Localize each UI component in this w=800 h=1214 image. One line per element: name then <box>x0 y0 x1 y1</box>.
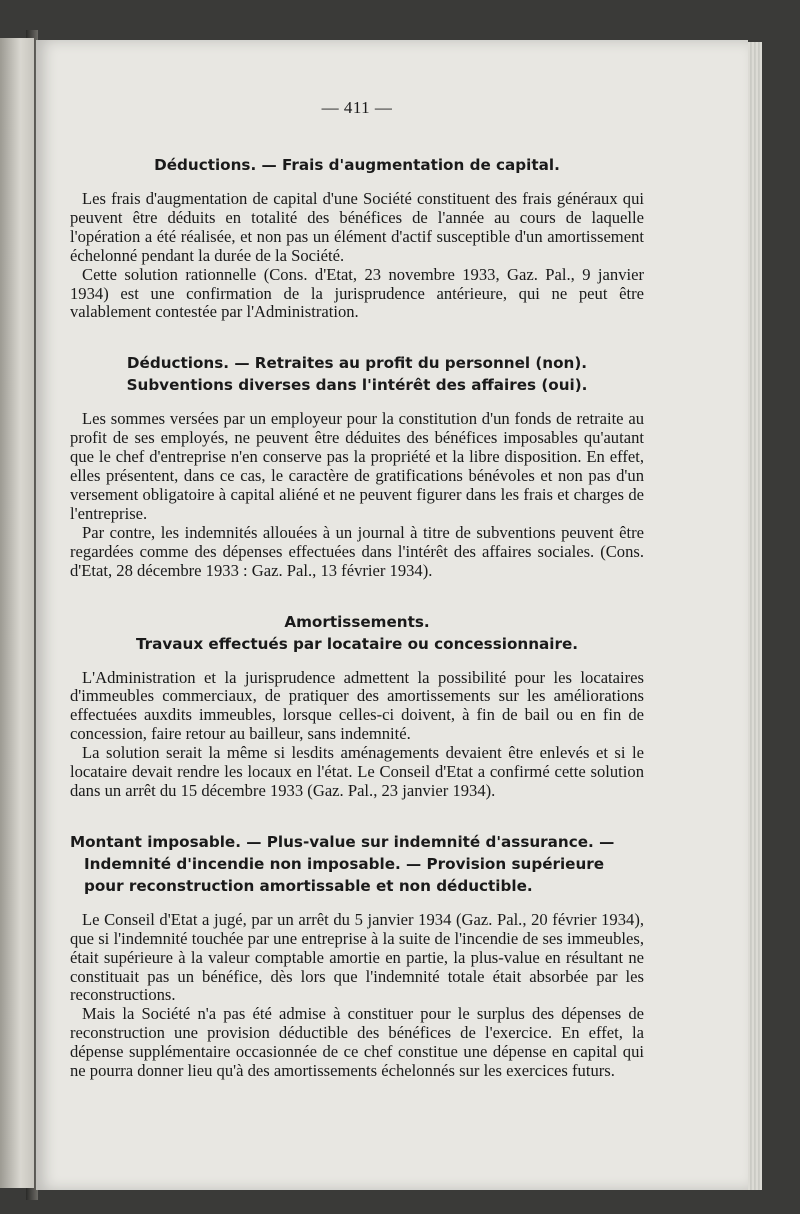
heading-line: Indemnité d'incendie non imposable. — Provision supérieure <box>84 854 605 873</box>
paragraph: Cette solution rationnelle (Cons. d'Etat, 23 novembre 1933, Gaz. Pal., 9 janvier 1934) est une confirmation de la jurisprudence antérieure, qui ne peut être valablement contestée par l'Administration. <box>70 264 644 322</box>
paragraph: Les frais d'augmentation de capital d'une Société constituent des frais généraux qui peuvent être déduits en totalité des bénéfices de l'année au cours de laquelle l'opération a été réalisée, et non pas un élément d'actif susceptible d'un amortissement échelonné pendant la durée de la Société. <box>70 189 644 265</box>
heading-line: Amortissements. <box>284 612 430 631</box>
heading-line: Déductions. — Frais d'augmentation de capital. <box>154 156 560 174</box>
section-heading <box>70 611 644 655</box>
left-page-edge <box>0 38 34 1188</box>
heading-line: Travaux effectués par locataire ou concessionnaire. <box>135 634 579 653</box>
paragraph: L'Administration et la jurisprudence admettent la possibilité pour les locataires d'immeubles commerciaux, de pratiquer des amortissements sur les améliorations effectuées auxdits immeubles, lorsque celles-ci doivent, à fin de bail ou en fin de concession, faire retour au bailleur, sans indemnité. <box>70 667 644 744</box>
heading-line: Subventions diverses dans l'intérêt des affaires (oui). <box>126 376 588 395</box>
section-heading <box>70 831 644 897</box>
paragraph: La solution serait la même si lesdits aménagements devaient être enlevés et si le locataire devait rendre les locaux en l'état. Le Conseil d'Etat a confirmé cette solution dans un arrêt du 15 décembre 1933 (Gaz. Pal., 23 janvier 1934). <box>70 743 644 800</box>
section-heading <box>70 352 644 396</box>
section-frais-augmentation <box>70 154 644 322</box>
page-content <box>70 98 644 1081</box>
section-amortissements <box>70 611 644 801</box>
heading-line: Déductions. — Retraites au profit du personnel (non). <box>126 354 588 373</box>
section-heading <box>70 154 644 176</box>
section-retraites-subventions <box>70 352 644 580</box>
heading-line: pour reconstruction amortissable et non déductible. <box>84 876 533 895</box>
page-number: — 411 — <box>321 98 393 117</box>
page-stack-edge <box>748 42 762 1190</box>
paragraph: Les sommes versées par un employeur pour la constitution d'un fonds de retraite au profit de ses employés, ne peuvent être déduites des bénéfices imposables qu'autant que le chef d'entreprise n'en conserve pas la propriété et la libre disposition. En effet, elles présentent, dans ce cas, le caractère de gratifications bénévoles et non pas d'un versement obligatoire à capital aliéné et ne peuvent figurer dans les frais et charges de l'entreprise. <box>70 409 644 523</box>
paragraph: Par contre, les indemnités allouées à un journal à titre de subventions peuvent être regardées comme des dépenses effectuées dans l'intérêt des affaires sociales. (Cons. d'Etat, 28 décembre 1933 : Gaz. Pal., 13 février 1934). <box>70 522 644 580</box>
heading-line: Montant imposable. — Plus-value sur indemnité d'assurance. — <box>70 832 615 851</box>
section-montant-imposable <box>70 831 644 1081</box>
paragraph: Mais la Société n'a pas été admise à constituer pour le surplus des dépenses de reconstruction une provision déductible des bénéfices de l'exercice. En effet, la dépense supplémentaire occasionnée de ce chef constitue une dépense en capital qui ne pourra donner lieu qu'à des amortissements échelonnés sur les exercices futurs. <box>70 1004 644 1081</box>
paragraph: Le Conseil d'Etat a jugé, par un arrêt du 5 janvier 1934 (Gaz. Pal., 20 février 1934), que si l'indemnité touchée par une entreprise à la suite de l'incendie de ses immeubles, était supérieure à la valeur comptable amortie en partie, la plus-value en résultant ne constituait pas un bénéfice, dès lors que l'indemnité totale était absorbée par les reconstructions. <box>70 909 644 1005</box>
